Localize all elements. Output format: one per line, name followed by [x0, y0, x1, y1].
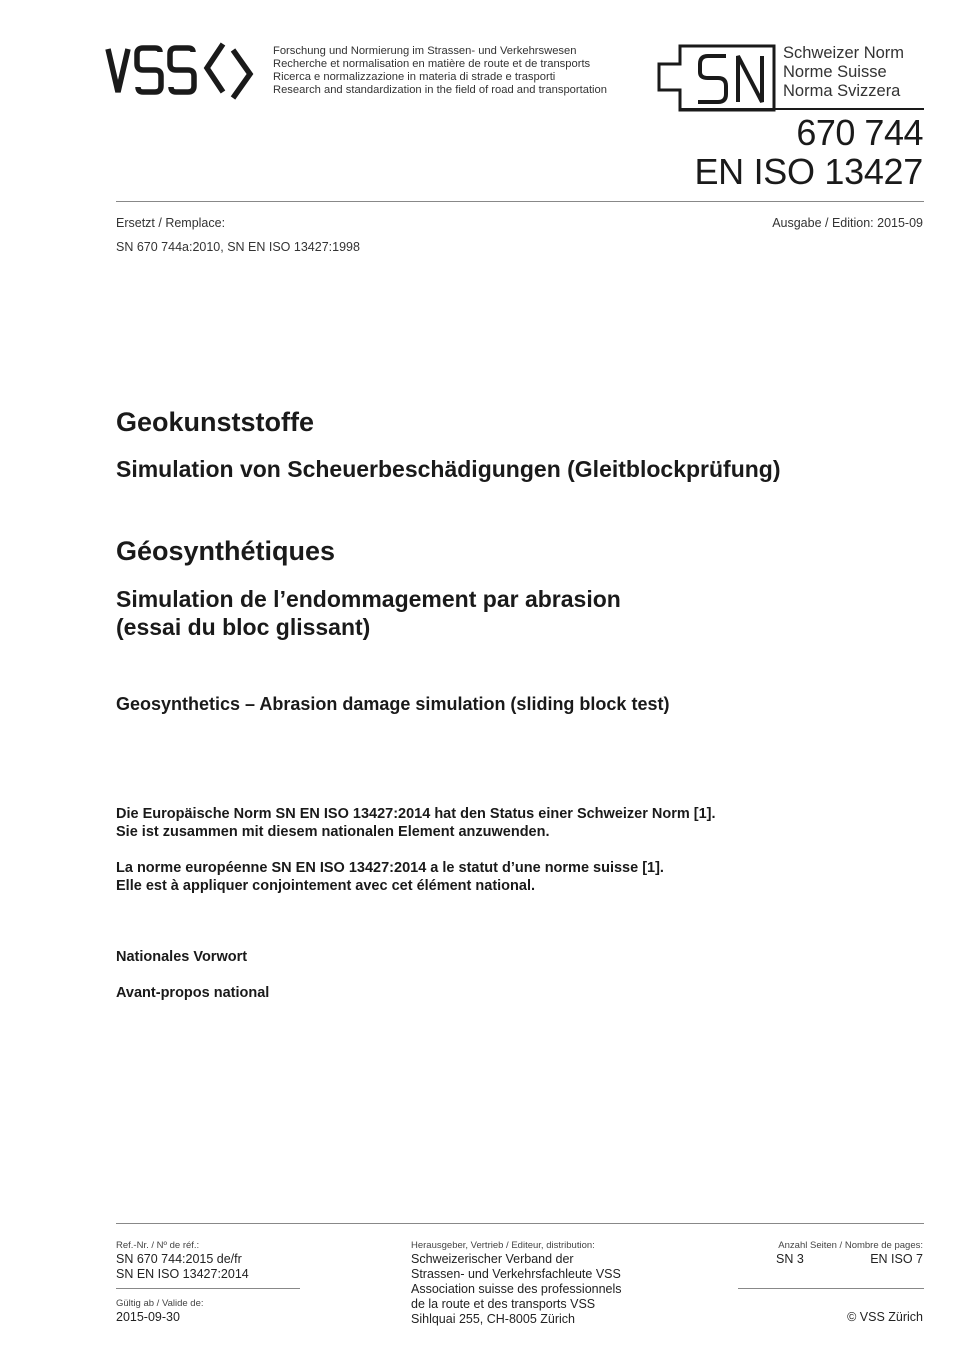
sn-name-de: Schweizer Norm: [783, 44, 905, 62]
status-de-line-2: Sie ist zusammen mit diesem nationalen Element anzuwenden.: [116, 824, 550, 840]
sn-logo: [656, 44, 778, 112]
ref-divider: [116, 1288, 300, 1289]
publisher-label: Herausgeber, Vertrieb / Editeur, distribution:: [411, 1240, 595, 1251]
vss-logo: [105, 40, 265, 100]
pages-divider: [738, 1288, 924, 1289]
ref-value-en: SN EN ISO 13427:2014: [116, 1267, 249, 1281]
subtitle-fr-line-2: (essai du bloc glissant): [116, 614, 371, 640]
title-fr: Géosynthétiques: [116, 536, 336, 566]
sn-rule: [680, 108, 924, 110]
sn-name-fr: Norme Suisse: [783, 63, 887, 81]
publisher-line: Schweizerischer Verband der: [411, 1252, 574, 1266]
status-fr-line-1: La norme européenne SN EN ISO 13427:2014 a le statut d’une norme suisse [1].: [116, 860, 664, 876]
status-statement-de: [116, 805, 716, 841]
replace-label: Ersetzt / Remplace:: [116, 216, 226, 230]
publisher-address: [411, 1252, 622, 1327]
ref-value-sn: SN 670 744:2015 de/fr: [116, 1252, 242, 1266]
doc-en-iso-number: EN ISO 13427: [694, 151, 923, 192]
valid-value: 2015-09-30: [116, 1310, 180, 1324]
sn-names: [783, 44, 904, 101]
pages-label: Anzahl Seiten / Nombre de pages:: [778, 1240, 923, 1251]
tagline-it: Ricerca e normalizzazione in materia di strade e trasporti: [273, 71, 556, 83]
pages-sn: SN 3: [776, 1252, 804, 1266]
sn-name-it: Norma Svizzera: [783, 82, 901, 100]
publisher-line: Strassen- und Verkehrsfachleute VSS: [411, 1267, 621, 1281]
replace-value: SN 670 744a:2010, SN EN ISO 13427:1998: [116, 240, 360, 254]
doc-number: 670 744: [796, 112, 923, 153]
copyright: © VSS Zürich: [847, 1310, 923, 1324]
subtitle-fr-line-1: Simulation de l’endommagement par abrasion: [116, 586, 621, 612]
edition: Ausgabe / Edition: 2015-09: [772, 216, 923, 230]
publisher-line: Sihlquai 255, CH-8005 Zürich: [411, 1312, 575, 1326]
footer-divider: [116, 1223, 924, 1224]
tagline-de: Forschung und Normierung im Strassen- und Verkehrswesen: [273, 45, 577, 57]
title-de: Geokunststoffe: [116, 407, 315, 437]
valid-label: Gültig ab / Valide de:: [116, 1298, 204, 1309]
status-statement-fr: [116, 859, 664, 895]
publisher-line: de la route et des transports VSS: [411, 1297, 596, 1311]
status-fr-line-2: Elle est à appliquer conjointement avec cet élément national.: [116, 878, 536, 894]
publisher-line: Association suisse des professionnels: [411, 1282, 622, 1296]
tagline-fr: Recherche et normalisation en matière de route et de transports: [273, 58, 591, 70]
foreword-heading-de: Nationales Vorwort: [116, 949, 248, 965]
tagline-en: Research and standardization in the field of road and transportation: [273, 84, 607, 96]
subtitle-de: Simulation von Scheuerbeschädigungen (Gleitblockprüfung): [116, 456, 781, 482]
vss-tagline: [273, 45, 607, 97]
foreword-heading-fr: Avant-propos national: [116, 985, 270, 1001]
ref-value: [116, 1252, 249, 1282]
header-divider: [116, 201, 924, 202]
status-de-line-1: Die Europäische Norm SN EN ISO 13427:2014 hat den Status einer Schweizer Norm [1].: [116, 806, 716, 822]
title-en: Geosynthetics – Abrasion damage simulation (sliding block test): [116, 694, 670, 714]
ref-label: Ref.-Nr. / Nº de réf.:: [116, 1240, 200, 1251]
pages-en: EN ISO 7: [870, 1252, 923, 1266]
subtitle-fr: [116, 585, 621, 641]
